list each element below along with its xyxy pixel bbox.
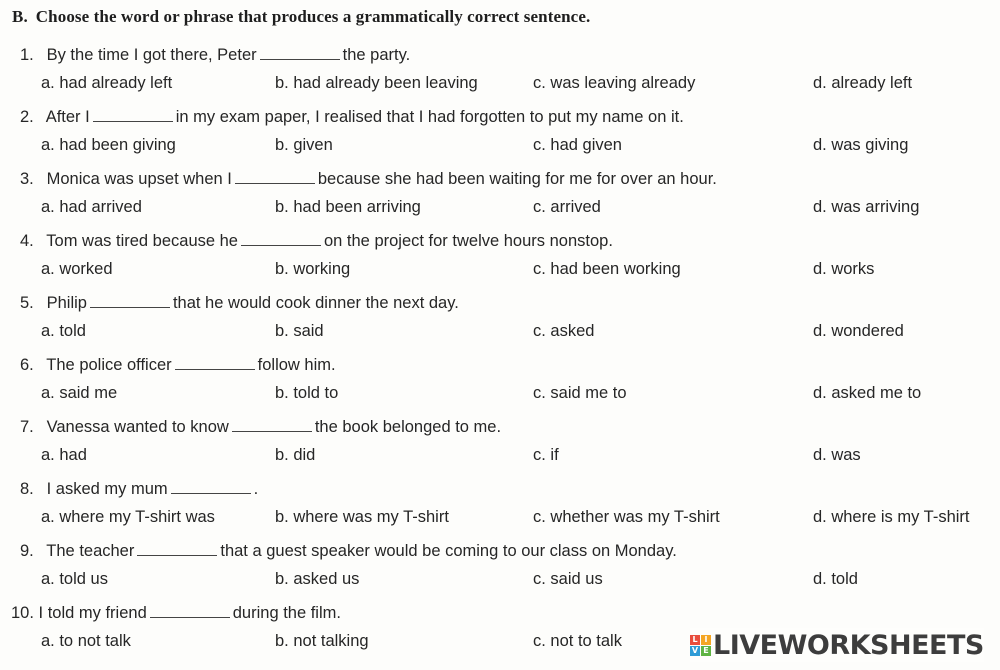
- question-text-before: The teacher: [46, 542, 135, 560]
- question-item: [0, 356, 1000, 418]
- answer-option-a[interactable]: a. to not talk: [41, 632, 131, 650]
- answer-option-b[interactable]: b. had already been leaving: [275, 74, 478, 92]
- liveworksheets-watermark: [690, 628, 984, 662]
- question-text-after: during the film.: [232, 604, 341, 622]
- question-item: [0, 418, 1000, 480]
- question-number: 4.: [20, 232, 34, 250]
- question-number: 1.: [20, 46, 34, 64]
- answer-option-b[interactable]: b. given: [275, 136, 333, 154]
- answer-blank[interactable]: [150, 605, 230, 618]
- answer-blank[interactable]: [241, 233, 321, 246]
- question-text-before: Monica was upset when I: [46, 170, 232, 188]
- question-text-after: follow him.: [257, 356, 336, 374]
- question-text-before: Tom was tired because he: [46, 232, 238, 250]
- answer-option-b[interactable]: b. told to: [275, 384, 339, 402]
- question-text-after: .: [253, 480, 259, 498]
- question-number: 3.: [20, 170, 34, 188]
- question-stem: [20, 232, 613, 251]
- question-text-after: the book belonged to me.: [314, 418, 502, 436]
- answer-option-a[interactable]: a. worked: [41, 260, 113, 278]
- answer-option-c[interactable]: c. had given: [533, 136, 622, 154]
- question-text-before: The police officer: [46, 356, 172, 374]
- question-number: 8.: [20, 480, 34, 498]
- answer-option-d[interactable]: d. already left: [813, 74, 913, 92]
- answer-option-a[interactable]: a. said me: [41, 384, 118, 402]
- answer-option-c[interactable]: c. whether was my T-shirt: [533, 508, 720, 526]
- answer-option-d[interactable]: d. was: [813, 446, 861, 464]
- question-stem: [20, 356, 336, 375]
- answer-option-c[interactable]: c. not to talk: [533, 632, 622, 650]
- question-number: 6.: [20, 356, 34, 374]
- question-text-after: the party.: [342, 46, 411, 64]
- question-stem: [20, 542, 677, 561]
- question-item: [0, 108, 1000, 170]
- answer-option-c[interactable]: c. asked: [533, 322, 595, 340]
- question-number: 5.: [20, 294, 34, 312]
- answer-blank[interactable]: [171, 481, 251, 494]
- question-stem: [20, 108, 684, 127]
- answer-blank[interactable]: [90, 295, 170, 308]
- answer-option-a[interactable]: a. had arrived: [41, 198, 142, 216]
- answer-option-a[interactable]: a. had already left: [41, 74, 173, 92]
- answer-option-d[interactable]: d. told: [813, 570, 858, 588]
- answer-option-d[interactable]: d. where is my T-shirt: [813, 508, 970, 526]
- question-text-after: because she had been waiting for me for over an hour.: [317, 170, 717, 188]
- question-text-before: After I: [45, 108, 90, 126]
- answer-option-b[interactable]: b. did: [275, 446, 316, 464]
- question-number: 2.: [20, 108, 34, 126]
- answer-option-a[interactable]: a. told: [41, 322, 86, 340]
- answer-option-c[interactable]: c. said me to: [533, 384, 627, 402]
- answer-option-a[interactable]: a. told us: [41, 570, 108, 588]
- answer-option-c[interactable]: c. said us: [533, 570, 603, 588]
- answer-blank[interactable]: [175, 357, 255, 370]
- question-text-before: I told my friend: [38, 604, 147, 622]
- answer-option-b[interactable]: b. not talking: [275, 632, 369, 650]
- logo-letter: V: [691, 645, 699, 655]
- question-item: [0, 46, 1000, 108]
- logo-letter: L: [690, 635, 700, 645]
- question-number: 10.: [11, 604, 34, 622]
- logo-letter: I: [701, 635, 711, 645]
- question-text-before: Vanessa wanted to know: [46, 418, 229, 436]
- question-text-before: Philip: [46, 294, 87, 312]
- answer-blank[interactable]: [232, 419, 312, 432]
- answer-option-a[interactable]: a. had: [41, 446, 87, 464]
- answer-option-c[interactable]: c. was leaving already: [533, 74, 696, 92]
- section-heading: [12, 7, 590, 27]
- question-number: 7.: [20, 418, 34, 436]
- answer-option-b[interactable]: b. asked us: [275, 570, 360, 588]
- question-text-after: on the project for twelve hours nonstop.: [323, 232, 613, 250]
- answer-option-d[interactable]: d. was giving: [813, 136, 909, 154]
- answer-option-a[interactable]: a. had been giving: [41, 136, 176, 154]
- answer-option-b[interactable]: b. where was my T-shirt: [275, 508, 449, 526]
- answer-option-b[interactable]: b. said: [275, 322, 324, 340]
- answer-option-d[interactable]: d. was arriving: [813, 198, 920, 216]
- question-stem: [20, 418, 501, 437]
- answer-blank[interactable]: [260, 47, 340, 60]
- answer-option-c[interactable]: c. had been working: [533, 260, 681, 278]
- question-text-after: that a guest speaker would be coming to our class on Monday.: [220, 542, 677, 560]
- answer-blank[interactable]: [137, 543, 217, 556]
- liveworksheets-logo-icon: [690, 635, 711, 656]
- answer-option-c[interactable]: c. arrived: [533, 198, 601, 216]
- answer-option-d[interactable]: d. wondered: [813, 322, 904, 340]
- section-letter: B.: [12, 7, 28, 26]
- answer-blank[interactable]: [93, 109, 173, 122]
- question-stem: [20, 480, 258, 499]
- question-stem: [20, 170, 717, 189]
- section-instructions: Choose the word or phrase that produces a grammatically correct sentence.: [35, 7, 591, 26]
- question-item: [0, 294, 1000, 356]
- answer-option-a[interactable]: a. where my T-shirt was: [41, 508, 215, 526]
- answer-option-b[interactable]: b. had been arriving: [275, 198, 421, 216]
- answer-option-d[interactable]: d. asked me to: [813, 384, 922, 402]
- answer-option-d[interactable]: d. works: [813, 260, 875, 278]
- question-item: [0, 542, 1000, 604]
- answer-option-b[interactable]: b. working: [275, 260, 351, 278]
- question-text-after: that he would cook dinner the next day.: [172, 294, 459, 312]
- question-stem: [20, 46, 410, 65]
- question-text-before: I asked my mum: [46, 480, 168, 498]
- question-stem: [20, 294, 459, 313]
- question-item: [0, 480, 1000, 542]
- answer-option-c[interactable]: c. if: [533, 446, 559, 464]
- question-text-after: in my exam paper, I realised that I had forgotten to put my name on it.: [175, 108, 684, 126]
- question-number: 9.: [20, 542, 34, 560]
- watermark-text: LIVEWORKSHEETS: [713, 629, 984, 661]
- logo-letter: E: [701, 646, 711, 656]
- answer-blank[interactable]: [235, 171, 315, 184]
- question-item: [0, 170, 1000, 232]
- question-text-before: By the time I got there, Peter: [46, 46, 257, 64]
- question-item: [0, 232, 1000, 294]
- question-stem: [11, 604, 341, 623]
